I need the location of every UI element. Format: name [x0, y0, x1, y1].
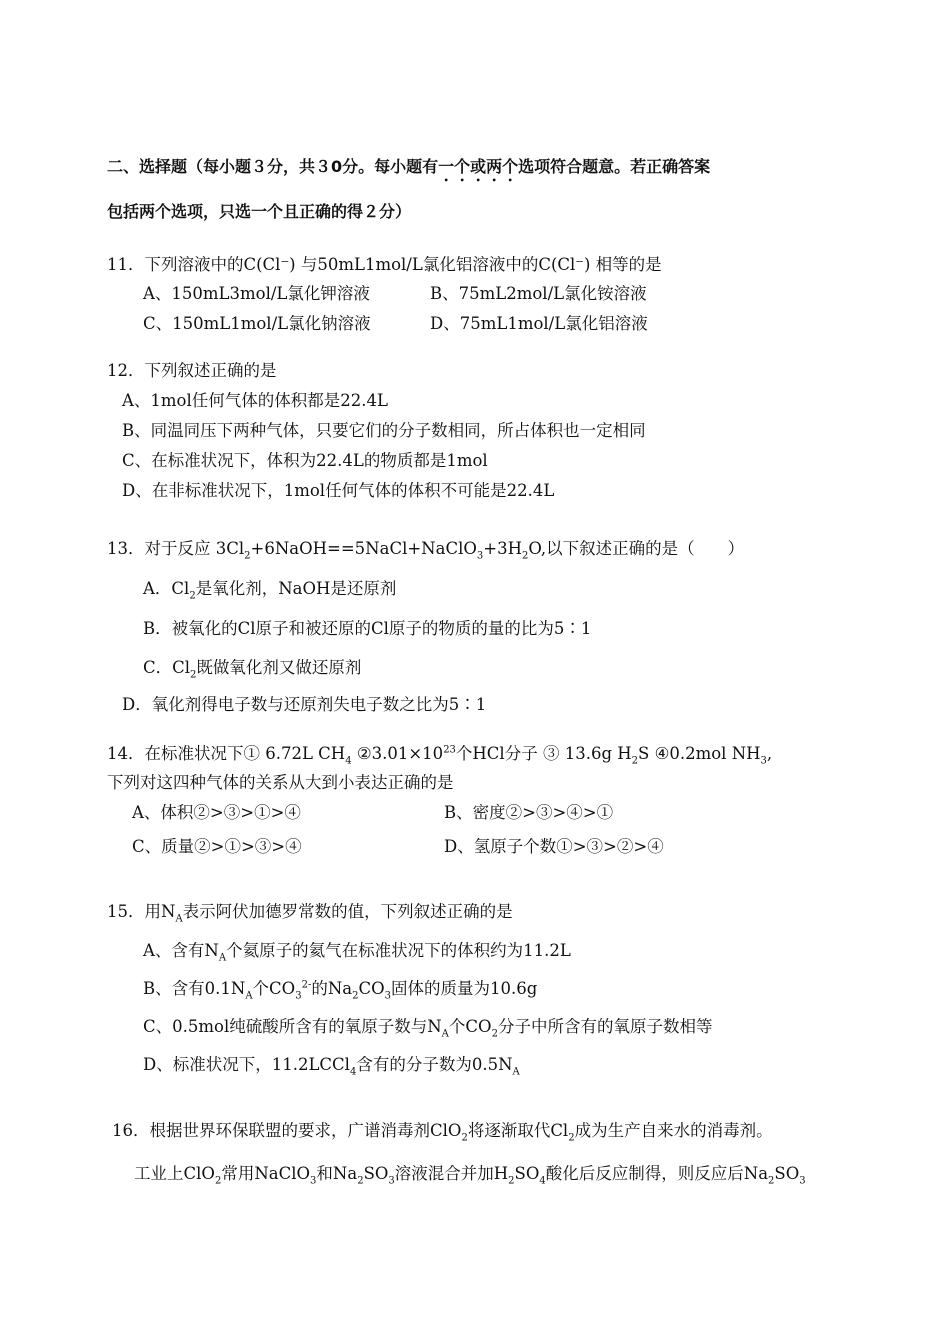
q14-stem-part: 个HCl分子 ③ 13.6g H [455, 744, 632, 763]
q16-part: SO [514, 1164, 540, 1183]
q16-part: 和Na [316, 1164, 358, 1183]
q15-a-part: 个氦原子的氦气在标准状况下的体积约为11.2L [226, 941, 571, 960]
q15-stem-part: 15．用N [107, 902, 176, 921]
q15-a-part: A、含有N [143, 941, 219, 960]
q11-option-b [430, 283, 647, 305]
q13-sub: 2 [244, 550, 251, 562]
q16-part: 工业上ClO [134, 1164, 215, 1183]
q14-option-c [132, 836, 302, 858]
q16-sub: 2 [508, 1175, 515, 1187]
q13-stem-part: 13．对于反应 3Cl [107, 539, 245, 558]
q15-b-sup: 2- [301, 979, 312, 991]
q12-c-text: C、在标准状况下，体积为22.4L的物质都是1mol [122, 451, 488, 470]
q16-sub: 3 [310, 1175, 317, 1187]
q15-c-part: C、0.5mol纯硫酸所含有的氧原子数与N [143, 1017, 442, 1036]
q14-option-a [132, 802, 301, 824]
q15-stem-part: 表示阿伏加德罗常数的值，下列叙述正确的是 [182, 902, 513, 921]
q11-option-c [143, 313, 371, 335]
q11-d-text: D、75mL1mol/L氯化铝溶液 [430, 314, 648, 333]
q15-b-part: 个CO [252, 979, 296, 998]
q11-a-text: A、150mL3mol/L氯化钾溶液 [143, 284, 370, 303]
q12-stem-text: 12．下列叙述正确的是 [107, 361, 277, 380]
q15-stem [107, 901, 513, 923]
section-heading-line2 [107, 201, 411, 223]
q16-sub: 2 [214, 1175, 222, 1187]
q11-c-text: C、150mL1mol/L氯化钠溶液 [143, 314, 371, 333]
q14-c-text: C、质量②>①>③>④ [132, 837, 302, 856]
emphasized-text: 一个或两个 [438, 157, 519, 176]
q16-part: 溶液混合并加H [394, 1164, 509, 1183]
heading-text-2: 包括两个选项，只选一个且正确的得２分） [107, 202, 412, 221]
q14-sup: 23 [443, 744, 456, 756]
q15-c-sub: A [441, 1028, 449, 1040]
q13-stem-part: +3H [483, 539, 522, 558]
q15-d-part: D、标准状况下，11.2LCCl [143, 1055, 350, 1074]
q14-stem-line2 [107, 772, 454, 794]
q14-option-d [444, 836, 664, 858]
q12-option-b [122, 420, 646, 442]
q15-a-sub: A [218, 952, 227, 964]
q15-b-part: 固体的质量为10.6g [391, 979, 538, 998]
q11-stem [107, 254, 662, 276]
q13-d-text: D．氧化剂得电子数与还原剂失电子数之比为5∶1 [122, 695, 487, 714]
q11-option-a [143, 283, 370, 305]
q14-a-text: A、体积②>③>①>④ [132, 803, 301, 822]
q15-d-sub: 4 [349, 1066, 357, 1078]
q15-option-a [143, 940, 571, 962]
q12-b-text: B、同温同压下两种气体，只要它们的分子数相同，所占体积也一定相同 [122, 421, 646, 440]
q12-d-text: D、在非标准状况下，1mol任何气体的体积不可能是22.4L [122, 481, 555, 500]
q16-sub: 2 [461, 1132, 468, 1144]
q14-sub: 2 [631, 755, 639, 767]
q14-stem2-text: 下列对这四种气体的关系从大到小表达正确的是 [107, 773, 454, 792]
q15-option-d [143, 1054, 520, 1076]
q15-b-part: 的Na [311, 979, 353, 998]
q11-b-text: B、75mL2mol/L氯化铵溶液 [430, 284, 647, 303]
q14-stem-part: S ④0.2mol NH [638, 744, 761, 763]
q13-stem [107, 538, 744, 560]
q14-sub: 4 [345, 755, 352, 767]
section-heading-line1 [107, 156, 710, 185]
q16-sub: 3 [388, 1175, 395, 1187]
q13-sub: 2 [521, 550, 529, 562]
q16-part: 酸化后反应制得，则反应后Na [545, 1164, 769, 1183]
q14-stem-part: , [766, 744, 773, 763]
q14-option-b [444, 802, 613, 824]
q16-line2 [134, 1163, 806, 1185]
q13-sub: 3 [476, 550, 484, 562]
q13-a-part: A．Cl [143, 579, 190, 598]
q15-option-c [143, 1016, 712, 1038]
q13-option-b [143, 618, 591, 640]
q13-b-text: B．被氧化的Cl原子和被还原的Cl原子的物质的量的比为5∶1 [143, 619, 592, 638]
q14-b-text: B、密度②>③>④>① [444, 803, 614, 822]
q12-option-d [122, 480, 554, 502]
q15-b-sub: 3 [384, 990, 392, 1002]
q13-c-part: 既做氧化剂又做还原剂 [196, 658, 362, 677]
q13-c-sub: 2 [190, 669, 197, 681]
q16-sub: 2 [768, 1175, 775, 1187]
q14-stem-part: 14．在标准状况下① 6.72L CH [107, 744, 346, 763]
q15-d-sub: A [512, 1066, 520, 1078]
q13-c-part: C．Cl [143, 658, 191, 677]
q16-part: 常用NaClO [221, 1164, 311, 1183]
q14-stem-part: ②3.01×10 [351, 744, 444, 763]
heading-text: 二、选择题（每小题３分，共３0分。每小题有 [107, 157, 439, 176]
q13-stem-part: +6NaOH==5NaCl+NaClO [250, 539, 477, 558]
q16-sub: 3 [799, 1175, 806, 1187]
q15-c-sub: 2 [491, 1028, 498, 1040]
q15-c-part: 分子中所含有的氧原子数相等 [497, 1017, 713, 1036]
q11-stem-text: 11．下列溶液中的C(Cl⁻) 与50mL1mol/L氯化铝溶液中的C(Cl⁻) 相等的是 [107, 255, 662, 274]
q16-part: 16．根据世界环保联盟的要求，广谱消毒剂ClO [112, 1121, 462, 1140]
q12-a-text: A、1mol任何气体的体积都是22.4L [122, 391, 388, 410]
q15-sub: A [175, 913, 183, 925]
q13-option-d [122, 694, 486, 716]
q13-option-c [143, 657, 361, 679]
q15-b-sub: A [245, 990, 253, 1002]
q15-option-b [143, 978, 537, 1000]
q15-d-part: 含有的分子数为0.5N [356, 1055, 513, 1074]
q16-line1 [112, 1120, 773, 1142]
q14-sub: 3 [760, 755, 767, 767]
q16-sub: 4 [539, 1175, 546, 1187]
q16-part: SO [774, 1164, 800, 1183]
q14-d-text: D、氢原子个数①>③>②>④ [444, 837, 664, 856]
q15-b-sub: 3 [295, 990, 302, 1002]
q12-stem [107, 360, 277, 382]
q15-b-sub: 2 [352, 990, 359, 1002]
q15-c-part: 个CO [448, 1017, 492, 1036]
heading-text-end: 选项符合题意。若正确答案 [518, 157, 711, 176]
q12-option-c [122, 450, 488, 472]
q12-option-a [122, 390, 388, 412]
q16-sub: 2 [357, 1175, 364, 1187]
q16-part: SO [363, 1164, 389, 1183]
q16-part: 将逐渐取代Cl [467, 1121, 569, 1140]
q16-part: 成为生产自来水的消毒剂。 [574, 1121, 773, 1140]
q15-b-part: CO [358, 979, 385, 998]
q11-option-d [430, 313, 648, 335]
q13-option-a [143, 578, 396, 600]
q14-stem [107, 743, 772, 765]
q13-a-sub: 2 [189, 590, 196, 602]
q15-b-part: B、含有0.1N [143, 979, 246, 998]
q13-a-part: 是氧化剂，NaOH是还原剂 [195, 579, 397, 598]
q13-stem-part: O,以下叙述正确的是（ ） [528, 539, 745, 558]
q16-sub: 2 [568, 1132, 575, 1144]
